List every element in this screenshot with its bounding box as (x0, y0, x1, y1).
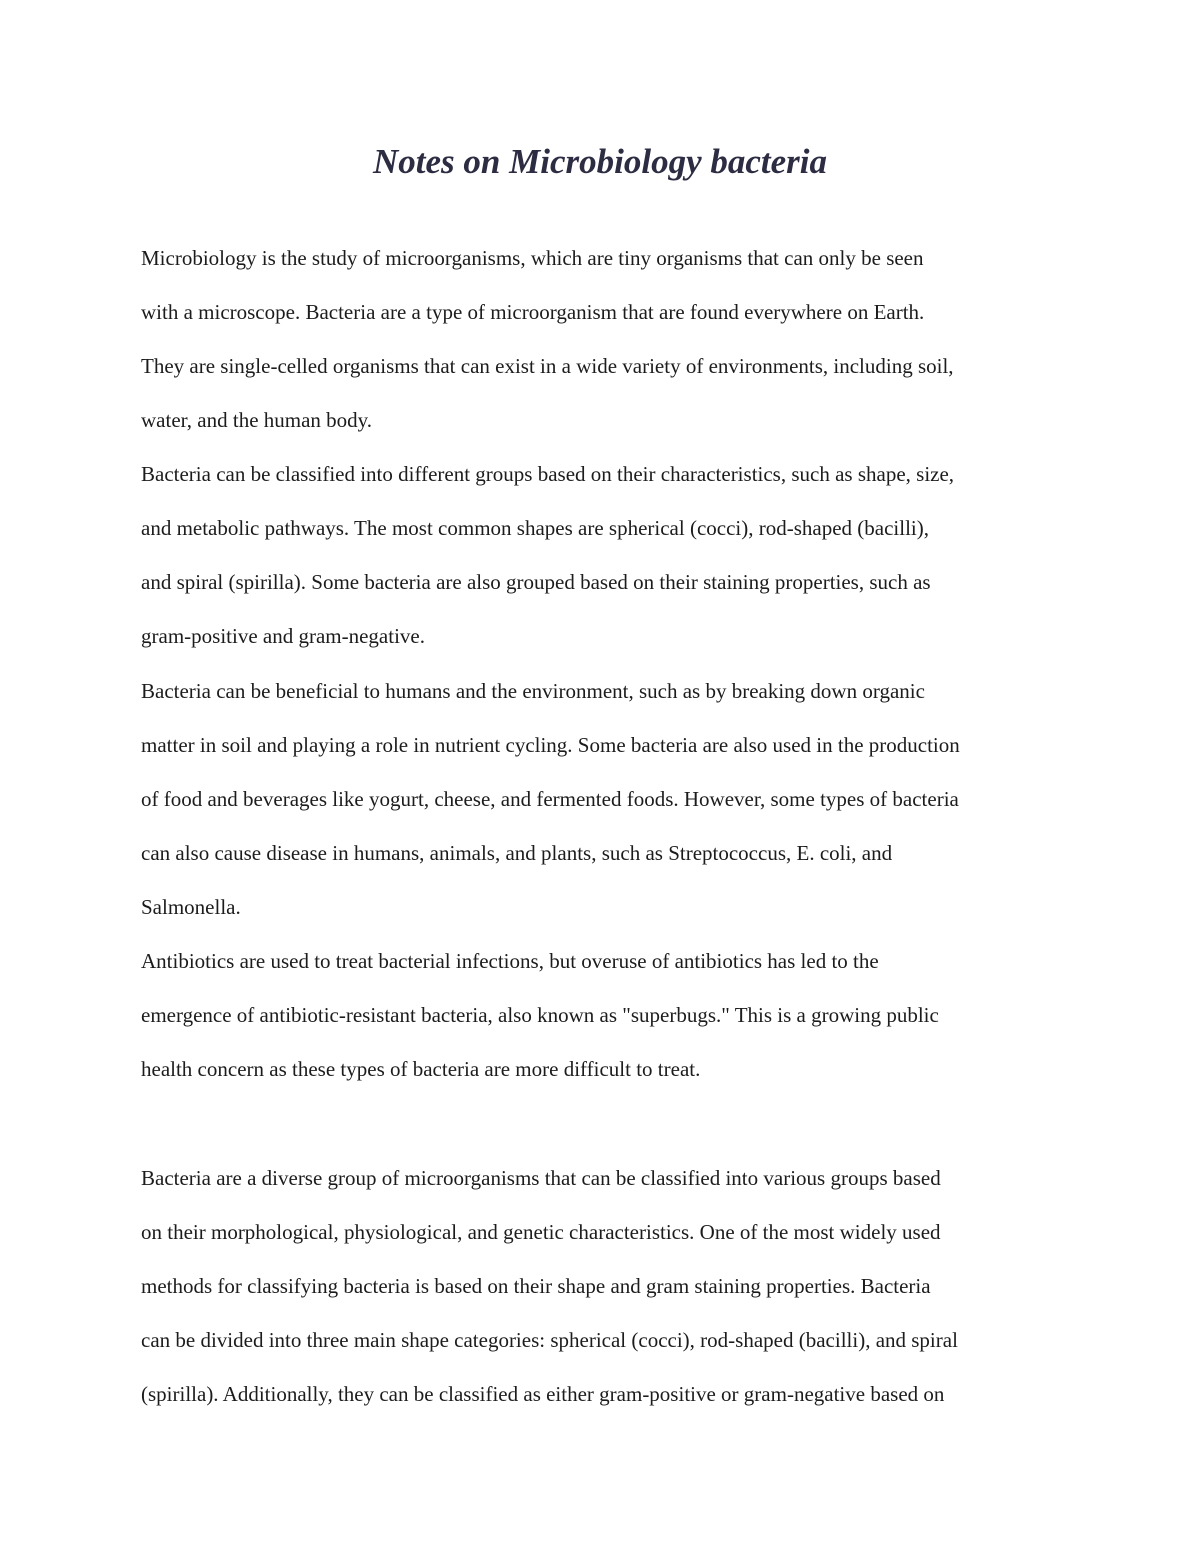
text-line: (spirilla). Additionally, they can be classified as either gram-positive or gram-negative based on (141, 1382, 945, 1406)
text-line: gram-positive and gram-negative. (141, 624, 425, 648)
text-line: with a microscope. Bacteria are a type of microorganism that are found everywhere on Earth. (141, 300, 925, 324)
text-line: on their morphological, physiological, and genetic characteristics. One of the most widely used (141, 1220, 941, 1244)
text-line: health concern as these types of bacteria are more difficult to treat. (141, 1057, 701, 1081)
text-line: They are single-celled organisms that can exist in a wide variety of environments, including soil, (141, 354, 954, 378)
text-line: can be divided into three main shape categories: spherical (cocci), rod-shaped (bacilli), and spiral (141, 1328, 958, 1352)
text-line: and spiral (spirilla). Some bacteria are also grouped based on their staining properties, such as (141, 570, 931, 594)
text-line: water, and the human body. (141, 408, 373, 432)
document-title: Notes on Microbiology bacteria (373, 142, 827, 181)
text-line: Salmonella. (141, 895, 241, 919)
text-line: Bacteria can be classified into different groups based on their characteristics, such as shape, size, (141, 462, 955, 486)
text-line: emergence of antibiotic-resistant bacteria, also known as "superbugs." This is a growing public (141, 1003, 939, 1027)
text-line: methods for classifying bacteria is based on their shape and gram staining properties. Bacteria (141, 1274, 931, 1298)
text-line: can also cause disease in humans, animals, and plants, such as Streptococcus, E. coli, and (141, 841, 893, 865)
text-line: Microbiology is the study of microorganisms, which are tiny organisms that can only be seen (141, 246, 924, 270)
text-line: Bacteria are a diverse group of microorganisms that can be classified into various groups based (141, 1166, 941, 1190)
text-line: matter in soil and playing a role in nutrient cycling. Some bacteria are also used in the production (141, 733, 960, 757)
text-line: and metabolic pathways. The most common shapes are spherical (cocci), rod-shaped (bacilli), (141, 516, 930, 540)
text-line: of food and beverages like yogurt, cheese, and fermented foods. However, some types of bacteria (141, 787, 959, 811)
text-line: Bacteria can be beneficial to humans and the environment, such as by breaking down organic (141, 679, 925, 703)
text-line: Antibiotics are used to treat bacterial infections, but overuse of antibiotics has led to the (141, 949, 879, 973)
